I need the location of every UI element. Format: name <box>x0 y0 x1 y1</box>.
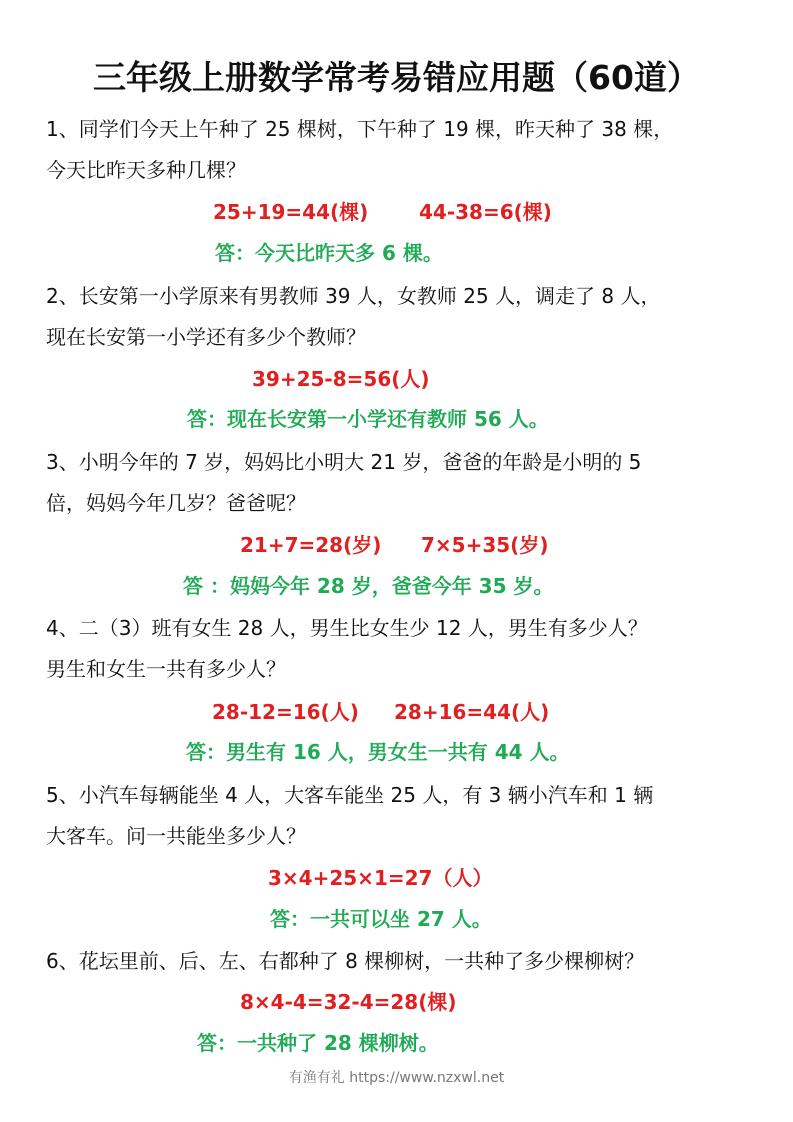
question-4-text-line-2: 男生和女生一共有多少人？ <box>46 657 286 681</box>
question-3-answer: 答 ：妈妈今年 28 岁，爸爸今年 35 岁。 <box>183 574 554 598</box>
question-1-formula-2: 44-38=6(棵) <box>419 200 552 224</box>
question-2-text-line-1: 2、长安第一小学原来有男教师 39 人，女教师 25 人，调走了 8 人， <box>46 284 661 308</box>
question-1-text-line-2: 今天比昨天多种几棵？ <box>46 158 246 182</box>
question-2-answer: 答：现在长安第一小学还有教师 56 人。 <box>187 407 549 431</box>
question-5-text-line-2: 大客车。问一共能坐多少人？ <box>46 824 306 848</box>
question-1-formula-1: 25+19=44(棵) <box>213 200 369 224</box>
question-6-text-line-1: 6、花坛里前、后、左、右都种了 8 棵柳树，一共种了多少棵柳树？ <box>46 949 645 973</box>
question-5-answer: 答：一共可以坐 27 人。 <box>270 907 492 931</box>
question-1-answer: 答：今天比昨天多 6 棵。 <box>215 241 443 265</box>
question-4-formula-1: 28-12=16(人) <box>212 700 359 724</box>
page-title: 三年级上册数学常考易错应用题（60道） <box>93 58 700 97</box>
question-2-text-line-2: 现在长安第一小学还有多少个教师？ <box>46 325 366 349</box>
question-6-answer: 答：一共种了 28 棵柳树。 <box>197 1031 439 1055</box>
question-5-text-line-1: 5、小汽车每辆能坐 4 人，大客车能坐 25 人，有 3 辆小汽车和 1 辆 <box>46 783 654 807</box>
question-4-text-line-1: 4、二（3）班有女生 28 人，男生比女生少 12 人，男生有多少人？ <box>46 616 648 640</box>
question-4-formula-2: 28+16=44(人) <box>394 700 550 724</box>
question-3-formula-1: 21+7=28(岁) <box>240 533 382 557</box>
question-3-text-line-1: 3、小明今年的 7 岁，妈妈比小明大 21 岁，爸爸的年龄是小明的 5 <box>46 450 642 474</box>
question-5-formula-1: 3×4+25×1=27（人） <box>268 866 493 890</box>
question-4-answer: 答：男生有 16 人，男女生一共有 44 人。 <box>186 740 570 764</box>
footer-watermark: 有渔有礼 https://www.nzxwl.net <box>288 1070 505 1086</box>
question-6-formula-1: 8×4-4=32-4=28(棵) <box>240 990 457 1014</box>
question-3-formula-2: 7×5+35(岁) <box>421 533 549 557</box>
question-2-formula-1: 39+25-8=56(人) <box>252 367 430 391</box>
question-1-text-line-1: 1、同学们今天上午种了 25 棵树，下午种了 19 棵，昨天种了 38 棵， <box>46 117 674 141</box>
question-3-text-line-2: 倍，妈妈今年几岁？爸爸呢？ <box>46 491 306 515</box>
